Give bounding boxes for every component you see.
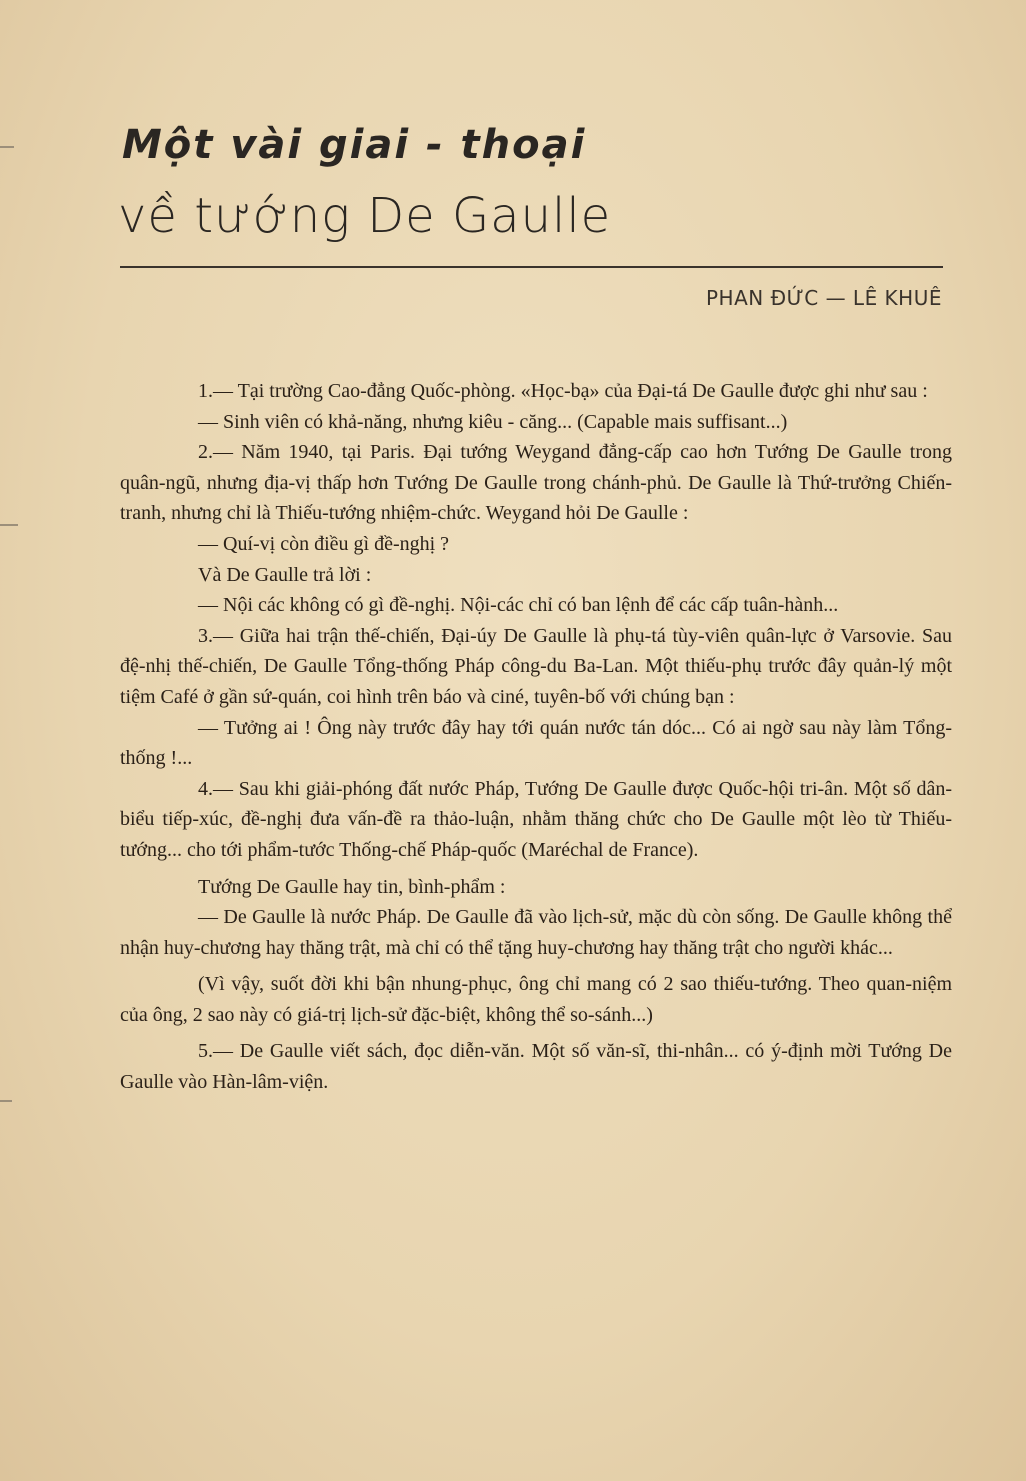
paragraph: 1.— Tại trường Cao-đẳng Quốc-phòng. «Học-bạ» của Đại-tá De Gaulle được ghi như sau : <box>198 380 928 402</box>
paragraph: — Sinh viên có khả-năng, nhưng kiêu - căng... (Capable mais suffisant...) <box>198 410 788 433</box>
edge-mark <box>0 146 14 148</box>
article-byline: PHAN ĐỨC — LÊ KHUÊ <box>705 286 942 310</box>
paragraph: 5.— De Gaulle viết sách, đọc diễn-văn. Một số văn-sĩ, thi-nhân... có ý-định mời Tướng De Gaulle vào Hàn-lâm-viện. <box>120 1040 952 1094</box>
paragraph: Và De Gaulle trả lời : <box>198 563 372 586</box>
article-title-line1: Một vài giai - thoại <box>122 122 587 168</box>
paragraph: — Nội các không có gì đề-nghị. Nội-các chỉ có ban lệnh để các cấp tuân-hành... <box>198 594 839 617</box>
article-body <box>120 376 952 1098</box>
paragraph: 3.— Giữa hai trận thế-chiến, Đại-úy De Gaulle là phụ-tá tùy-viên quân-lực ở Varsovie. Sau đệ-nhị thế-chiến, De Gaulle Tổng-thống Pháp công-du Ba-Lan. Một thiếu-phụ trước đây quản-lý một tiệm Café ở gần sứ-quán, coi hình trên báo và ciné, tuyên-bố với chúng bạn : <box>120 624 952 708</box>
paragraph: (Vì vậy, suốt đời khi bận nhung-phục, ông chỉ mang có 2 sao thiếu-tướng. Theo quan-niệm của ông, 2 sao này có giá-trị lịch-sử đặc-biệt, không thể so-sánh...) <box>120 973 952 1026</box>
paragraph: Tướng De Gaulle hay tin, bình-phẩm : <box>198 875 506 898</box>
title-divider <box>120 266 943 268</box>
paragraph: — Tưởng ai ! Ông này trước đây hay tới quán nước tán dóc... Có ai ngờ sau này làm Tổng-thống !... <box>120 716 952 770</box>
paragraph: — De Gaulle là nước Pháp. De Gaulle đã vào lịch-sử, mặc dù còn sống. De Gaulle không thể nhận huy-chương hay thăng trật, mà chỉ có thể tặng huy-chương hay thăng trật cho người khác... <box>120 906 952 959</box>
paragraph: 2.— Năm 1940, tại Paris. Đại tướng Weygand đẳng-cấp cao hơn Tướng De Gaulle trong quân-ngũ, nhưng địa-vị thấp hơn Tướng De Gaulle trong chánh-phủ. De Gaulle là Thứ-trưởng Chiến-tranh, nhưng chỉ là Thiếu-tướng nhiệm-chức. Weygand hỏi De Gaulle : <box>120 441 952 525</box>
article-title-line2: về tướng De Gaulle <box>118 188 612 244</box>
paragraph: 4.— Sau khi giải-phóng đất nước Pháp, Tướng De Gaulle được Quốc-hội tri-ân. Một số dân-biểu tiếp-xúc, đề-nghị đưa vấn-đề ra thảo-luận, nhằm thăng chức cho De Gaulle một lèo từ Thiếu-tướng... cho tới phẩm-tước Thống-chế Pháp-quốc (Maréchal de France). <box>120 777 952 861</box>
paragraph: — Quí-vị còn điều gì đề-nghị ? <box>198 532 450 555</box>
edge-mark <box>0 1100 12 1102</box>
edge-mark <box>0 524 18 526</box>
